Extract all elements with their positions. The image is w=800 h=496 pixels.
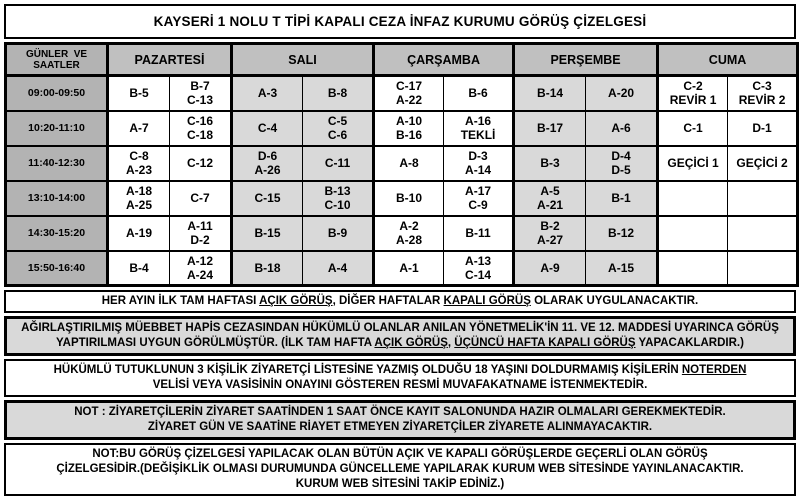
ward-code: A-27 <box>537 233 564 247</box>
ward-cell <box>303 181 374 216</box>
ward-cell <box>108 111 170 146</box>
time-slot-label: 10:20-11:10 <box>6 111 108 146</box>
ward-cell <box>586 251 658 286</box>
ward-cell <box>108 251 170 286</box>
ward-cell <box>108 216 170 251</box>
ward-code: A-24 <box>187 267 214 282</box>
ward-code: A-14 <box>465 163 492 177</box>
underlined-text: KAPALI GÖRÜŞ <box>443 295 531 307</box>
ward-code: A-11 <box>187 219 213 233</box>
ward-cell <box>658 146 728 181</box>
schedule-row-3 <box>6 181 798 216</box>
note-line <box>11 420 789 435</box>
ward-cell <box>303 76 374 111</box>
time-slot-label: 14:30-15:20 <box>6 216 108 251</box>
ward-cell <box>108 146 170 181</box>
note-text: VELİSİ VEYA VASİSİNİN ONAYINI GÖSTEREN RESMİ MUVAFAKATNAME İSTENMEKTEDİR. <box>152 379 648 391</box>
ward-cell <box>374 111 444 146</box>
ward-code: B-10 <box>396 191 423 205</box>
ward-cell <box>374 76 444 111</box>
ward-cell <box>728 216 798 251</box>
ward-cell <box>108 76 170 111</box>
ward-code: B-2 <box>540 219 560 233</box>
ward-code: C-12 <box>187 156 214 170</box>
ward-code: D-5 <box>611 163 631 177</box>
ward-cell <box>658 181 728 216</box>
ward-cell <box>586 181 658 216</box>
ward-code: A-17 <box>465 184 492 198</box>
ward-cell <box>374 251 444 286</box>
ward-code: A-8 <box>399 156 419 170</box>
note-block-4 <box>4 443 796 496</box>
ward-code: B-1 <box>611 191 631 205</box>
ward-code: B-9 <box>327 226 348 240</box>
ward-code: A-23 <box>125 163 152 177</box>
ward-code: B-8 <box>327 86 348 101</box>
page-title: KAYSERİ 1 NOLU T TİPİ KAPALI CEZA İNFAZ KURUMU GÖRÜŞ ÇİZELGESİ <box>4 4 796 39</box>
day-header-4: CUMA <box>658 44 798 76</box>
ward-code: A-3 <box>257 86 278 101</box>
note-block-0 <box>4 290 796 313</box>
ward-code: D-6 <box>257 149 278 163</box>
ward-cell <box>444 111 514 146</box>
ward-cell <box>658 251 728 286</box>
note-line <box>10 462 790 477</box>
schedule-row-1 <box>6 111 798 146</box>
day-header-2: ÇARŞAMBA <box>374 44 514 76</box>
ward-cell <box>444 146 514 181</box>
ward-cell <box>728 146 798 181</box>
ward-code: GEÇİCİ 1 <box>667 156 719 170</box>
note-text: ÇİZELGESİDİR.(DEĞİŞİKLİK OLMASI DURUMUNDA GÜNCELLEME YAPILARAK KURUM WEB SİTESİNDE YAYINLANACAKTIR. <box>56 463 744 475</box>
ward-code: C-8 <box>129 149 149 163</box>
ward-cell <box>374 146 444 181</box>
ward-code: C-15 <box>254 191 281 205</box>
ward-code: A-7 <box>129 121 149 135</box>
ward-code: A-12 <box>187 253 214 268</box>
ward-code: A-13 <box>465 253 492 268</box>
schedule-document <box>4 4 796 496</box>
ward-code: A-2 <box>399 219 419 233</box>
ward-cell <box>374 181 444 216</box>
ward-cell <box>444 76 514 111</box>
ward-cell <box>444 181 514 216</box>
ward-code: D-4 <box>611 149 631 163</box>
note-text: , <box>447 337 455 349</box>
ward-cell <box>303 251 374 286</box>
ward-cell <box>728 111 798 146</box>
ward-cell <box>514 111 586 146</box>
ward-code: A-5 <box>540 184 560 198</box>
ward-code: C-18 <box>187 128 214 142</box>
ward-code: REVİR 2 <box>738 93 786 108</box>
note-text: NOT : ZİYARETÇİLERİN ZİYARET SAATİNDEN 1 SAAT ÖNCE KAYIT SALONUNDA HAZIR OLMALARI GEREKMEKTEDİR. <box>74 406 726 418</box>
underlined-text: NOTERDEN <box>681 364 747 376</box>
note-line <box>10 378 790 393</box>
ward-cell <box>170 216 232 251</box>
ward-cell <box>232 111 303 146</box>
ward-cell <box>232 251 303 286</box>
note-text: YAPACAKLARDIR.) <box>635 337 744 349</box>
ward-cell <box>232 181 303 216</box>
ward-code: A-1 <box>399 260 419 275</box>
ward-code: B-5 <box>129 86 149 101</box>
note-text: , DİĞER HAFTALAR <box>332 295 444 307</box>
ward-cell <box>586 76 658 111</box>
schedule-row-2 <box>6 146 798 181</box>
note-text: OLARAK UYGULANACAKTIR. <box>530 295 699 307</box>
ward-cell <box>108 181 170 216</box>
ward-code: C-10 <box>324 198 351 212</box>
ward-code: B-12 <box>608 226 635 240</box>
ward-code: A-4 <box>327 260 348 275</box>
ward-code: B-11 <box>465 226 491 240</box>
ward-code: C-16 <box>187 114 214 128</box>
note-line <box>11 405 789 420</box>
schedule-row-4 <box>6 216 798 251</box>
ward-cell <box>514 146 586 181</box>
ward-code: C-5 <box>327 114 348 128</box>
ward-code: B-15 <box>254 226 281 240</box>
underlined-text: ÜÇÜNCÜ HAFTA KAPALI GÖRÜŞ <box>454 337 636 349</box>
ward-cell <box>728 181 798 216</box>
ward-code: C-14 <box>465 267 492 282</box>
ward-code: A-21 <box>537 198 564 212</box>
ward-cell <box>658 76 728 111</box>
note-line <box>10 477 790 492</box>
time-slot-label: 13:10-14:00 <box>6 181 108 216</box>
notes-section <box>4 290 796 496</box>
note-text: NOT:BU GÖRÜŞ ÇİZELGESİ YAPILACAK OLAN BÜTÜN AÇIK VE KAPALI GÖRÜŞLERDE GEÇERLİ OLAN GÖRÜŞ <box>92 448 708 460</box>
ward-code: B-16 <box>396 128 423 142</box>
time-slot-label: 09:00-09:50 <box>6 76 108 111</box>
ward-code: A-15 <box>608 260 635 275</box>
note-block-1 <box>4 316 796 356</box>
ward-cell <box>514 216 586 251</box>
ward-cell <box>303 111 374 146</box>
ward-code: C-7 <box>190 191 210 205</box>
ward-code: B-6 <box>468 86 488 101</box>
ward-cell <box>232 216 303 251</box>
ward-cell <box>170 111 232 146</box>
ward-cell <box>586 146 658 181</box>
ward-code: A-6 <box>611 121 631 135</box>
ward-code: GEÇİCİ 2 <box>736 156 788 170</box>
ward-code: C-4 <box>257 121 278 135</box>
ward-cell <box>728 251 798 286</box>
ward-cell <box>444 216 514 251</box>
note-block-3 <box>4 400 796 440</box>
days-and-hours-corner-header: GÜNLER VE SAATLER <box>6 44 108 76</box>
ward-cell <box>170 146 232 181</box>
ward-code: TEKLİ <box>460 128 496 142</box>
note-line <box>10 294 790 309</box>
ward-code: C-17 <box>396 79 423 94</box>
ward-code: A-20 <box>608 86 635 101</box>
ward-cell <box>514 181 586 216</box>
ward-cell <box>728 76 798 111</box>
ward-code: A-18 <box>125 184 152 198</box>
ward-code: B-14 <box>537 86 564 101</box>
ward-code: C-9 <box>468 198 488 212</box>
ward-code: A-19 <box>125 226 152 240</box>
time-slot-label: 15:50-16:40 <box>6 251 108 286</box>
ward-cell <box>303 146 374 181</box>
ward-code: A-28 <box>396 233 423 247</box>
schedule-row-5 <box>6 251 798 286</box>
day-header-1: SALI <box>232 44 374 76</box>
ward-cell <box>658 216 728 251</box>
ward-cell <box>303 216 374 251</box>
ward-cell <box>170 251 232 286</box>
ward-code: D-3 <box>468 149 488 163</box>
ward-code: C-13 <box>187 93 214 108</box>
ward-code: B-7 <box>190 79 210 94</box>
ward-cell <box>586 216 658 251</box>
ward-code: REVİR 1 <box>669 93 717 108</box>
ward-code: C-2 <box>683 79 703 94</box>
underlined-text: AÇIK GÖRÜŞ <box>374 337 448 349</box>
ward-cell <box>170 76 232 111</box>
ward-code: B-3 <box>540 156 560 170</box>
ward-cell <box>232 76 303 111</box>
time-slot-label: 11:40-12:30 <box>6 146 108 181</box>
note-text: KURUM WEB SİTESİNİ TAKİP EDİNİZ.) <box>295 478 505 490</box>
ward-cell <box>586 111 658 146</box>
ward-code: A-26 <box>254 163 281 177</box>
ward-code: B-13 <box>324 184 351 198</box>
day-header-0: PAZARTESİ <box>108 44 232 76</box>
ward-code: C-11 <box>324 156 351 170</box>
ward-code: A-9 <box>540 260 560 275</box>
ward-code: D-1 <box>752 121 772 135</box>
schedule-row-0 <box>6 76 798 111</box>
ward-cell <box>658 111 728 146</box>
ward-cell <box>170 181 232 216</box>
table-body <box>6 76 798 286</box>
table-header-row <box>6 44 798 76</box>
note-text: AĞIRLAŞTIRILMIŞ MÜEBBET HAPİS CEZASINDAN HÜKÜMLÜ OLANLAR ANILAN YÖNETMELİK'İN 11. VE 12. MADDESİ UYARINCA GÖRÜŞ <box>21 322 779 334</box>
note-text: HÜKÜMLÜ TUTUKLUNUN 3 KİŞİLİK ZİYARETÇİ LİSTESİNE YAZMIŞ OLDUĞU 18 YAŞINI DOLDURMAMIŞ KİŞİLERİN <box>53 364 682 376</box>
ward-cell <box>514 76 586 111</box>
ward-cell <box>514 251 586 286</box>
note-line <box>10 447 790 462</box>
ward-code: A-10 <box>396 114 423 128</box>
ward-code: C-6 <box>327 128 348 142</box>
visit-schedule-table <box>4 42 799 287</box>
ward-code: C-3 <box>752 79 772 94</box>
ward-code: A-25 <box>125 198 152 212</box>
note-text: YAPTIRILMASI UYGUN GÖRÜLMÜŞTÜR. (İLK TAM HAFTA <box>56 337 375 349</box>
ward-cell <box>444 251 514 286</box>
ward-code: A-16 <box>465 114 492 128</box>
day-header-3: PERŞEMBE <box>514 44 658 76</box>
ward-code: B-17 <box>537 121 564 135</box>
ward-code: B-18 <box>254 260 281 275</box>
ward-code: C-1 <box>683 121 703 135</box>
note-line <box>10 363 790 378</box>
note-block-2 <box>4 359 796 397</box>
note-line <box>11 321 789 336</box>
ward-cell <box>374 216 444 251</box>
ward-code: A-22 <box>396 93 423 108</box>
note-line <box>11 336 789 351</box>
ward-code: B-4 <box>129 260 149 275</box>
ward-code: D-2 <box>190 233 210 247</box>
note-text: HER AYIN İLK TAM HAFTASI <box>101 295 260 307</box>
note-text: ZİYARET GÜN VE SAATİNE RİAYET ETMEYEN ZİYARETÇİLER ZİYARETE ALINMAYACAKTIR. <box>147 421 653 433</box>
ward-cell <box>232 146 303 181</box>
underlined-text: AÇIK GÖRÜŞ <box>259 295 333 307</box>
